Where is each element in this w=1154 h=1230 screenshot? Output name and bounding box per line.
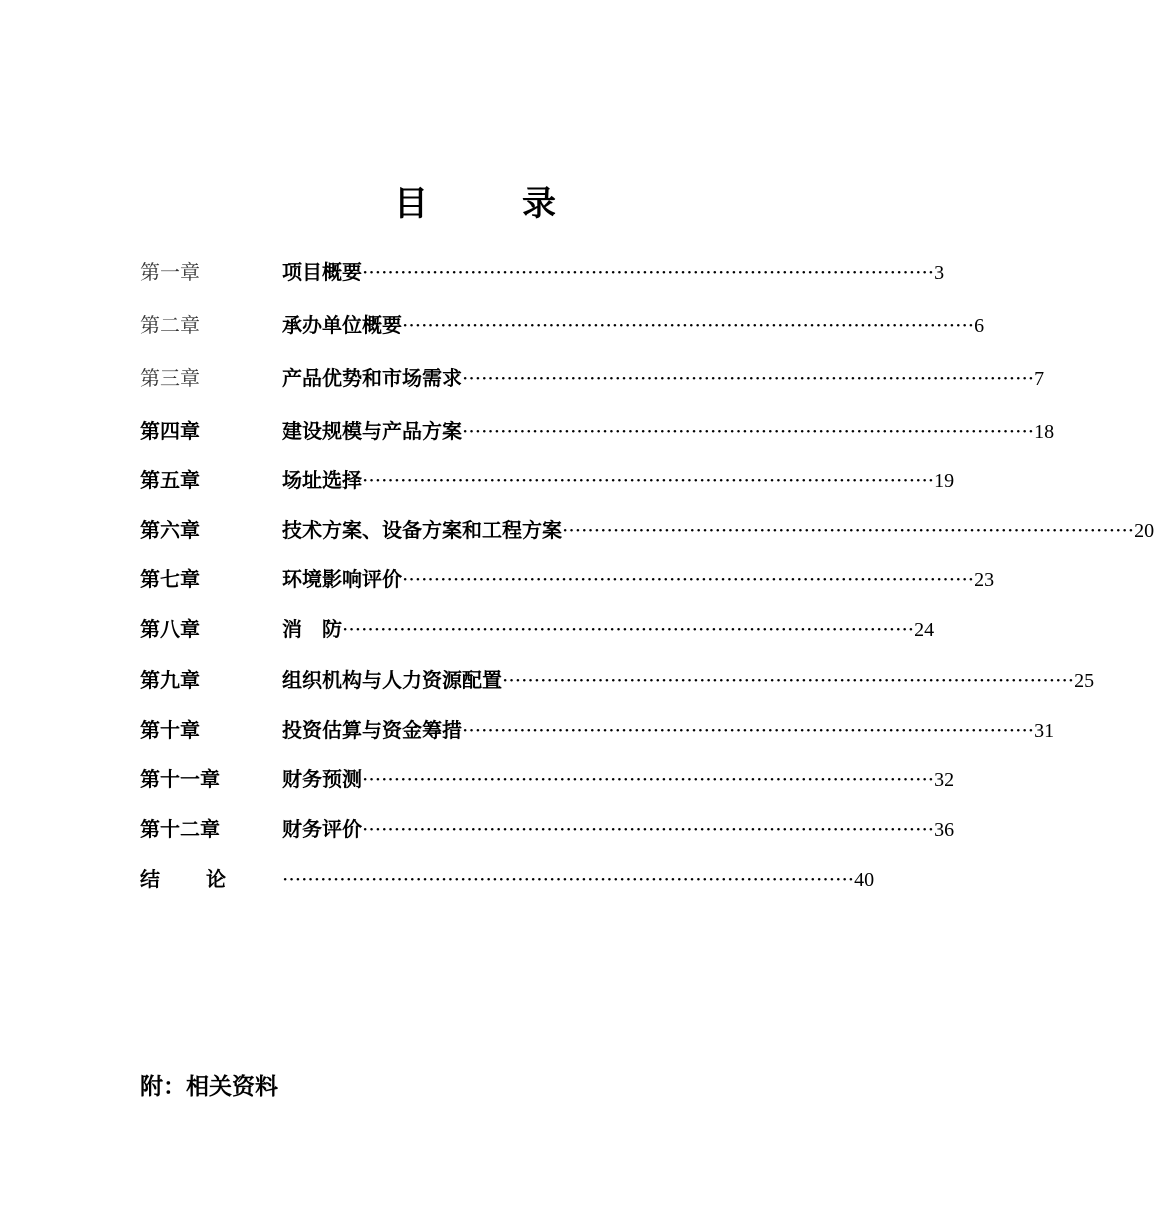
- toc-page-number: 20: [1134, 520, 1154, 542]
- toc-page-number: 31: [1034, 720, 1055, 742]
- toc-entry-line: [282, 565, 995, 594]
- toc-leader-dots: ··························································································: [462, 718, 1035, 742]
- toc-chapter-label: 第六章: [140, 518, 200, 542]
- toc-chapter-label: 第一章: [140, 260, 200, 284]
- toc-page-number: 32: [934, 769, 955, 791]
- toc-leader-dots: ··························································································: [362, 767, 935, 791]
- toc-entry-title: 产品优势和市场需求: [282, 366, 462, 390]
- toc-page-number: 7: [1034, 368, 1045, 390]
- toc-chapter-label: 第二章: [140, 313, 200, 337]
- toc-entry-line: [282, 815, 955, 844]
- toc-leader-dots: ··························································································: [362, 817, 935, 841]
- toc-chapter-label: 结 论: [140, 867, 226, 891]
- toc-leader-dots: ··························································································: [402, 313, 975, 337]
- toc-chapter-label: 第八章: [140, 617, 200, 641]
- toc-leader-dots: ··························································································: [462, 366, 1035, 390]
- toc-entry-line: [282, 311, 985, 340]
- toc-entry-line: [282, 417, 1055, 446]
- toc-leader-dots: ··························································································: [342, 617, 915, 641]
- toc-entry-title: 建设规模与产品方案: [282, 419, 462, 443]
- toc-entry-line: [282, 466, 955, 495]
- toc-entry-title: 财务预测: [282, 767, 362, 791]
- toc-entry-title: 财务评价: [282, 817, 362, 841]
- toc-page-number: 6: [974, 315, 985, 337]
- toc-chapter-label: 第七章: [140, 567, 200, 591]
- toc-entry-title: 承办单位概要: [282, 313, 402, 337]
- page-title: 目 录: [394, 184, 586, 224]
- toc-chapter-label: 第五章: [140, 468, 200, 492]
- toc-entry-line: [282, 615, 935, 644]
- toc-page-number: 36: [934, 819, 955, 841]
- toc-chapter-label: 第三章: [140, 366, 200, 390]
- toc-entry-line: [282, 865, 875, 894]
- appendix-label: 附：相关资料: [140, 1073, 278, 1100]
- toc-page-number: 19: [934, 470, 955, 492]
- toc-chapter-label: 第十二章: [140, 817, 220, 841]
- toc-entry-title: 技术方案、设备方案和工程方案: [282, 518, 562, 542]
- toc-chapter-label: 第九章: [140, 668, 200, 692]
- toc-entry-line: [282, 258, 945, 287]
- toc-entry-title: 场址选择: [282, 468, 362, 492]
- toc-page-number: 24: [914, 619, 935, 641]
- toc-leader-dots: ··························································································: [362, 260, 935, 284]
- toc-page-number: 18: [1034, 421, 1055, 443]
- toc-entry-title: 项目概要: [282, 260, 362, 284]
- toc-chapter-label: 第四章: [140, 419, 200, 443]
- toc-entry-title: 组织机构与人力资源配置: [282, 668, 502, 692]
- toc-leader-dots: ··························································································: [502, 668, 1075, 692]
- toc-entry-line: [282, 666, 1095, 695]
- toc-entry-title: 投资估算与资金筹措: [282, 718, 462, 742]
- toc-entry-line: [282, 364, 1045, 393]
- toc-leader-dots: ··························································································: [462, 419, 1035, 443]
- toc-leader-dots: ··························································································: [362, 468, 935, 492]
- toc-entry-line: [282, 765, 955, 794]
- toc-entry-title: 消 防: [282, 617, 342, 641]
- toc-page-number: 23: [974, 569, 995, 591]
- toc-entry-line: [282, 716, 1055, 745]
- toc-chapter-label: 第十一章: [140, 767, 220, 791]
- toc-leader-dots: ··························································································: [402, 567, 975, 591]
- toc-chapter-label: 第十章: [140, 718, 200, 742]
- toc-page-number: 40: [854, 869, 875, 891]
- toc-entry-line: [282, 516, 1154, 545]
- toc-page-number: 25: [1074, 670, 1095, 692]
- toc-leader-dots: ··························································································: [562, 518, 1135, 542]
- toc-entry-title: 环境影响评价: [282, 567, 402, 591]
- toc-page-number: 3: [934, 262, 945, 284]
- toc-leader-dots: ··························································································: [282, 867, 855, 891]
